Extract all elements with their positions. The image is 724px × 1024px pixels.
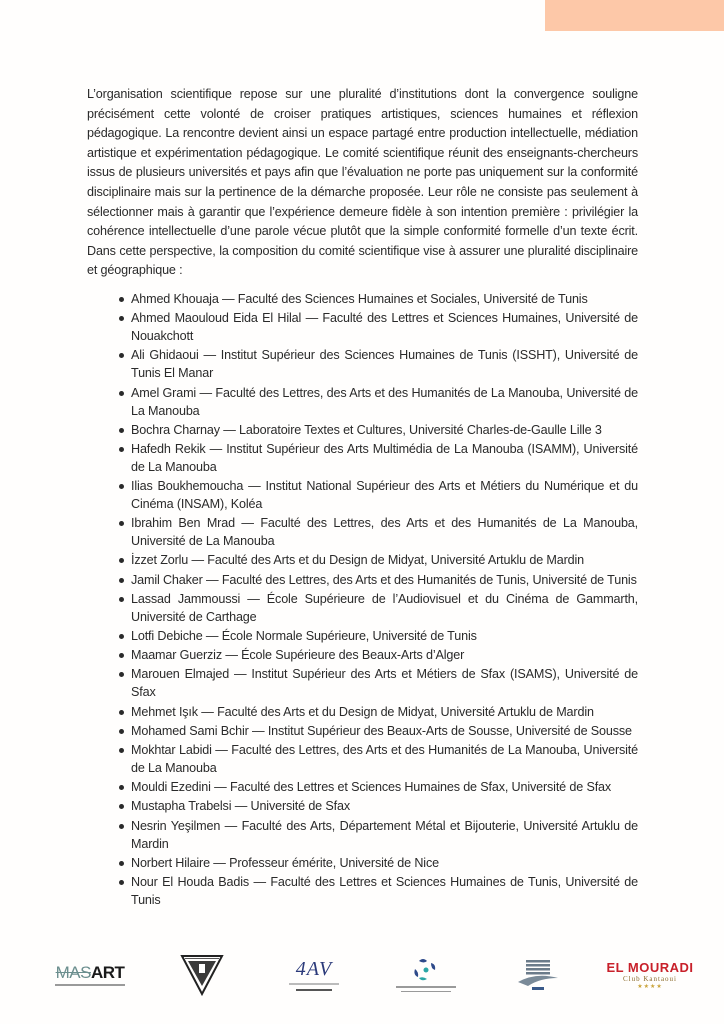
star-rating-icon: ★★★★ xyxy=(637,984,663,990)
bullet-icon xyxy=(119,558,124,563)
sail-emblem-icon xyxy=(516,958,560,992)
triangle-emblem-logo xyxy=(152,950,252,1000)
partner-logos-row xyxy=(40,945,700,1005)
bullet-icon xyxy=(119,785,124,790)
page-content xyxy=(87,85,638,910)
list-item: Norbert Hilaire — Professeur émérite, Université de Nice xyxy=(87,854,638,872)
bullet-icon xyxy=(119,447,124,452)
bullet-icon xyxy=(119,710,124,715)
bullet-icon xyxy=(119,353,124,358)
logo-caption-graphic xyxy=(396,986,456,988)
list-item: Amel Grami — Faculté des Lettres, des Arts et des Humanités de La Manouba, Université de La Manouba xyxy=(87,384,638,420)
4av-association-logo: 4AV xyxy=(264,950,364,1000)
bullet-icon xyxy=(119,634,124,639)
logo-caption-graphic xyxy=(289,983,339,985)
logo-caption-graphic xyxy=(296,989,332,991)
bullet-icon xyxy=(119,861,124,866)
list-item: İzzet Zorlu — Faculté des Arts et du Design de Midyat, Université Artuklu de Mardin xyxy=(87,551,638,569)
list-item: Mehmet Işık — Faculté des Arts et du Design de Midyat, Université Artuklu de Mardin xyxy=(87,703,638,721)
list-item: Bochra Charnay — Laboratoire Textes et Cultures, Université Charles-de-Gaulle Lille 3 xyxy=(87,421,638,439)
list-item: Lassad Jammoussi — École Supérieure de l’Audiovisuel et du Cinéma de Gammarth, Université de Carthage xyxy=(87,590,638,626)
list-item: Mouldi Ezedini — Faculté des Lettres et Sciences Humaines de Sfax, Université de Sfax xyxy=(87,778,638,796)
list-item: Ahmed Khouaja — Faculté des Sciences Humaines et Sociales, Université de Tunis xyxy=(87,290,638,308)
faculty-emblem-icon xyxy=(409,957,443,985)
faculty-humanities-logo xyxy=(376,950,476,1000)
logo-tagline-graphic xyxy=(55,984,125,986)
bullet-icon xyxy=(119,521,124,526)
bullet-icon xyxy=(119,316,124,321)
logo-caption-graphic xyxy=(401,991,451,993)
list-item: Ilias Boukhemoucha — Institut National Supérieur des Arts et Métiers du Numérique et du Cinéma (INSAM), Koléa xyxy=(87,477,638,513)
list-item: Jamil Chaker — Faculté des Lettres, des Arts et des Humanités de Tunis, Université de Tunis xyxy=(87,571,638,589)
decorative-corner-block xyxy=(545,0,724,31)
list-item: Mustapha Trabelsi — Université de Sfax xyxy=(87,797,638,815)
bullet-icon xyxy=(119,597,124,602)
sail-emblem-logo xyxy=(488,950,588,1000)
el-mouradi-logo: EL MOURADI Club Kantaoui ★★★★ xyxy=(606,960,694,990)
list-item: Mohamed Sami Bchir — Institut Supérieur des Beaux-Arts de Sousse, Université de Sousse xyxy=(87,722,638,740)
list-item: Nesrin Yeşilmen — Faculté des Arts, Département Métal et Bijouterie, Université Artuklu de Mardin xyxy=(87,817,638,853)
bullet-icon xyxy=(119,729,124,734)
bullet-icon xyxy=(119,297,124,302)
list-item: Ali Ghidaoui — Institut Supérieur des Sciences Humaines de Tunis (ISSHT), Université de Tunis El Manar xyxy=(87,346,638,382)
bullet-icon xyxy=(119,672,124,677)
bullet-icon xyxy=(119,391,124,396)
bullet-icon xyxy=(119,804,124,809)
scientific-committee-list xyxy=(87,290,638,909)
bullet-icon xyxy=(119,748,124,753)
list-item: Nour El Houda Badis — Faculté des Lettres et Sciences Humaines de Tunis, Université de Tunis xyxy=(87,873,638,909)
intro-paragraph: L’organisation scientifique repose sur une pluralité d’institutions dont la convergence souligne précisément cette volonté de croiser pratiques artistiques, sciences humaines et réflexion pédagogique. La rencontre devient ainsi un espace partagé entre production intellectuelle, médiation artistique et expérimentation pédagogique. Le comité scientifique réunit des enseignants-chercheurs issus de plusieurs universités et pays afin que l’évaluation ne porte pas uniquement sur la conformité disciplinaire mais sur la pertinence de la démarche proposée. Leur rôle ne consiste pas seulement à sélectionner mais à garantir que l’expérience demeure fidèle à son intention première : privilégier la cohérence intellectuelle d’une parole vécue plutôt que la simple conformité formelle d’un texte écrit. Dans cette perspective, la composition du comité scientifique vise à assurer une pluralité disciplinaire et géographique : xyxy=(87,87,638,278)
bullet-icon xyxy=(119,578,124,583)
list-item: Marouen Elmajed — Institut Supérieur des Arts et Métiers de Sfax (ISAMS), Université de Sfax xyxy=(87,665,638,701)
bullet-icon xyxy=(119,653,124,658)
masart-logo: MASART xyxy=(40,950,140,1000)
triangle-emblem-icon xyxy=(179,952,225,998)
list-item: Ibrahim Ben Mrad — Faculté des Lettres, des Arts et des Humanités de La Manouba, Université de La Manouba xyxy=(87,514,638,550)
bullet-icon xyxy=(119,824,124,829)
list-item: Hafedh Rekik — Institut Supérieur des Arts Multimédia de La Manouba (ISAMM), Université de La Manouba xyxy=(87,440,638,476)
bullet-icon xyxy=(119,428,124,433)
list-item: Ahmed Maouloud Eida El Hilal — Faculté des Lettres et Sciences Humaines, Université de Nouakchott xyxy=(87,309,638,345)
list-item: Lotfi Debiche — École Normale Supérieure, Université de Tunis xyxy=(87,627,638,645)
list-item: Maamar Guerziz — École Supérieure des Beaux-Arts d’Alger xyxy=(87,646,638,664)
bullet-icon xyxy=(119,880,124,885)
list-item: Mokhtar Labidi — Faculté des Lettres, des Arts et des Humanités de La Manouba, Université de La Manouba xyxy=(87,741,638,777)
bullet-icon xyxy=(119,484,124,489)
